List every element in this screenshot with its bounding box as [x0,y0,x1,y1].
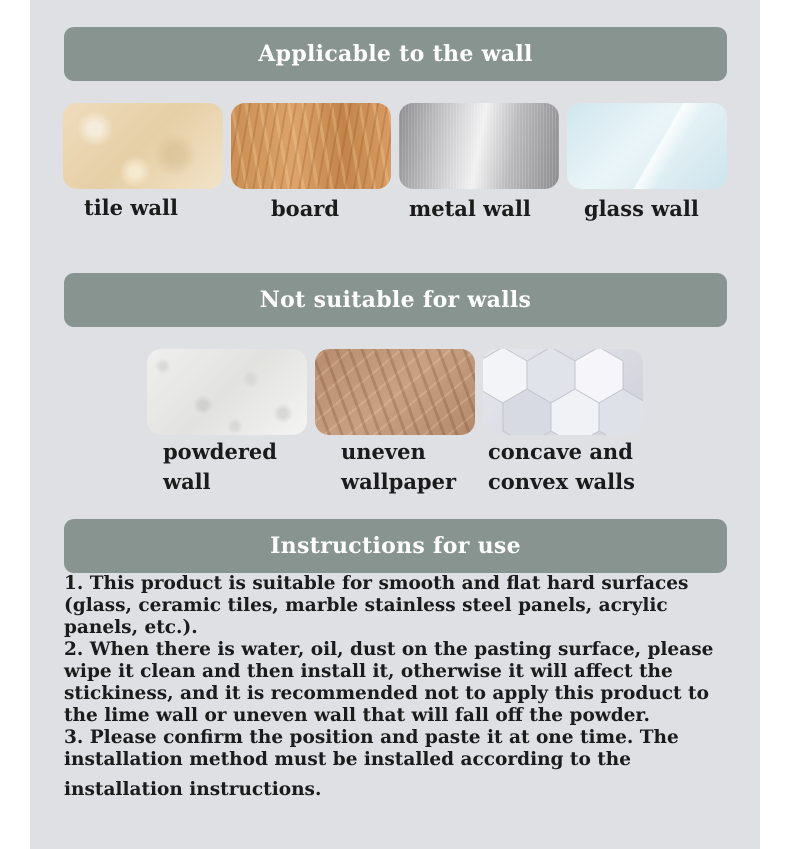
uneven-wallpaper-label-line2: wallpaper [341,469,457,494]
tile-wall-label: tile wall [84,195,178,220]
concave-convex-label-line1: concave and [488,439,633,464]
hexagon-pattern-icon [483,349,643,435]
concave-convex-label-line2: convex walls [488,469,635,494]
applicable-section-title: Applicable to the wall [64,27,727,81]
powdered-wall-label-line2: wall [163,469,211,494]
metal-wall-image [399,103,559,189]
powdered-wall-image [147,349,307,435]
glass-wall-image [567,103,727,189]
instruction-item-2: 2. When there is water, oil, dust on the pasting surface, please wipe it clean and then install it, otherwise it will affect the stickiness, and it is recommended not to apply this product to the lime wall or uneven wall that will fall off the powder. [64,639,714,726]
instruction-item-1: 1. This product is suitable for smooth and flat hard surfaces (glass, ceramic tiles, marble stainless steel panels, acrylic panels, etc.). [64,573,689,638]
instructions-text [64,573,744,801]
not-suitable-section-title: Not suitable for walls [64,273,727,327]
glass-wall-label: glass wall [584,196,699,221]
uneven-wallpaper-label-line1: uneven [341,439,426,464]
tile-wall-image [63,103,223,189]
uneven-wallpaper-image [315,349,475,435]
board-label: board [271,196,340,221]
board-image [231,103,391,189]
instructions-section-title: Instructions for use [64,519,727,573]
concave-convex-wall-image [483,349,643,435]
metal-wall-label: metal wall [409,196,531,221]
instruction-item-3: 3. Please confirm the position and paste it at one time. The installation method must be installed according to the [64,727,679,770]
instruction-item-3-end: installation instructions. [64,779,322,800]
powdered-wall-label-line1: powdered [163,439,277,464]
